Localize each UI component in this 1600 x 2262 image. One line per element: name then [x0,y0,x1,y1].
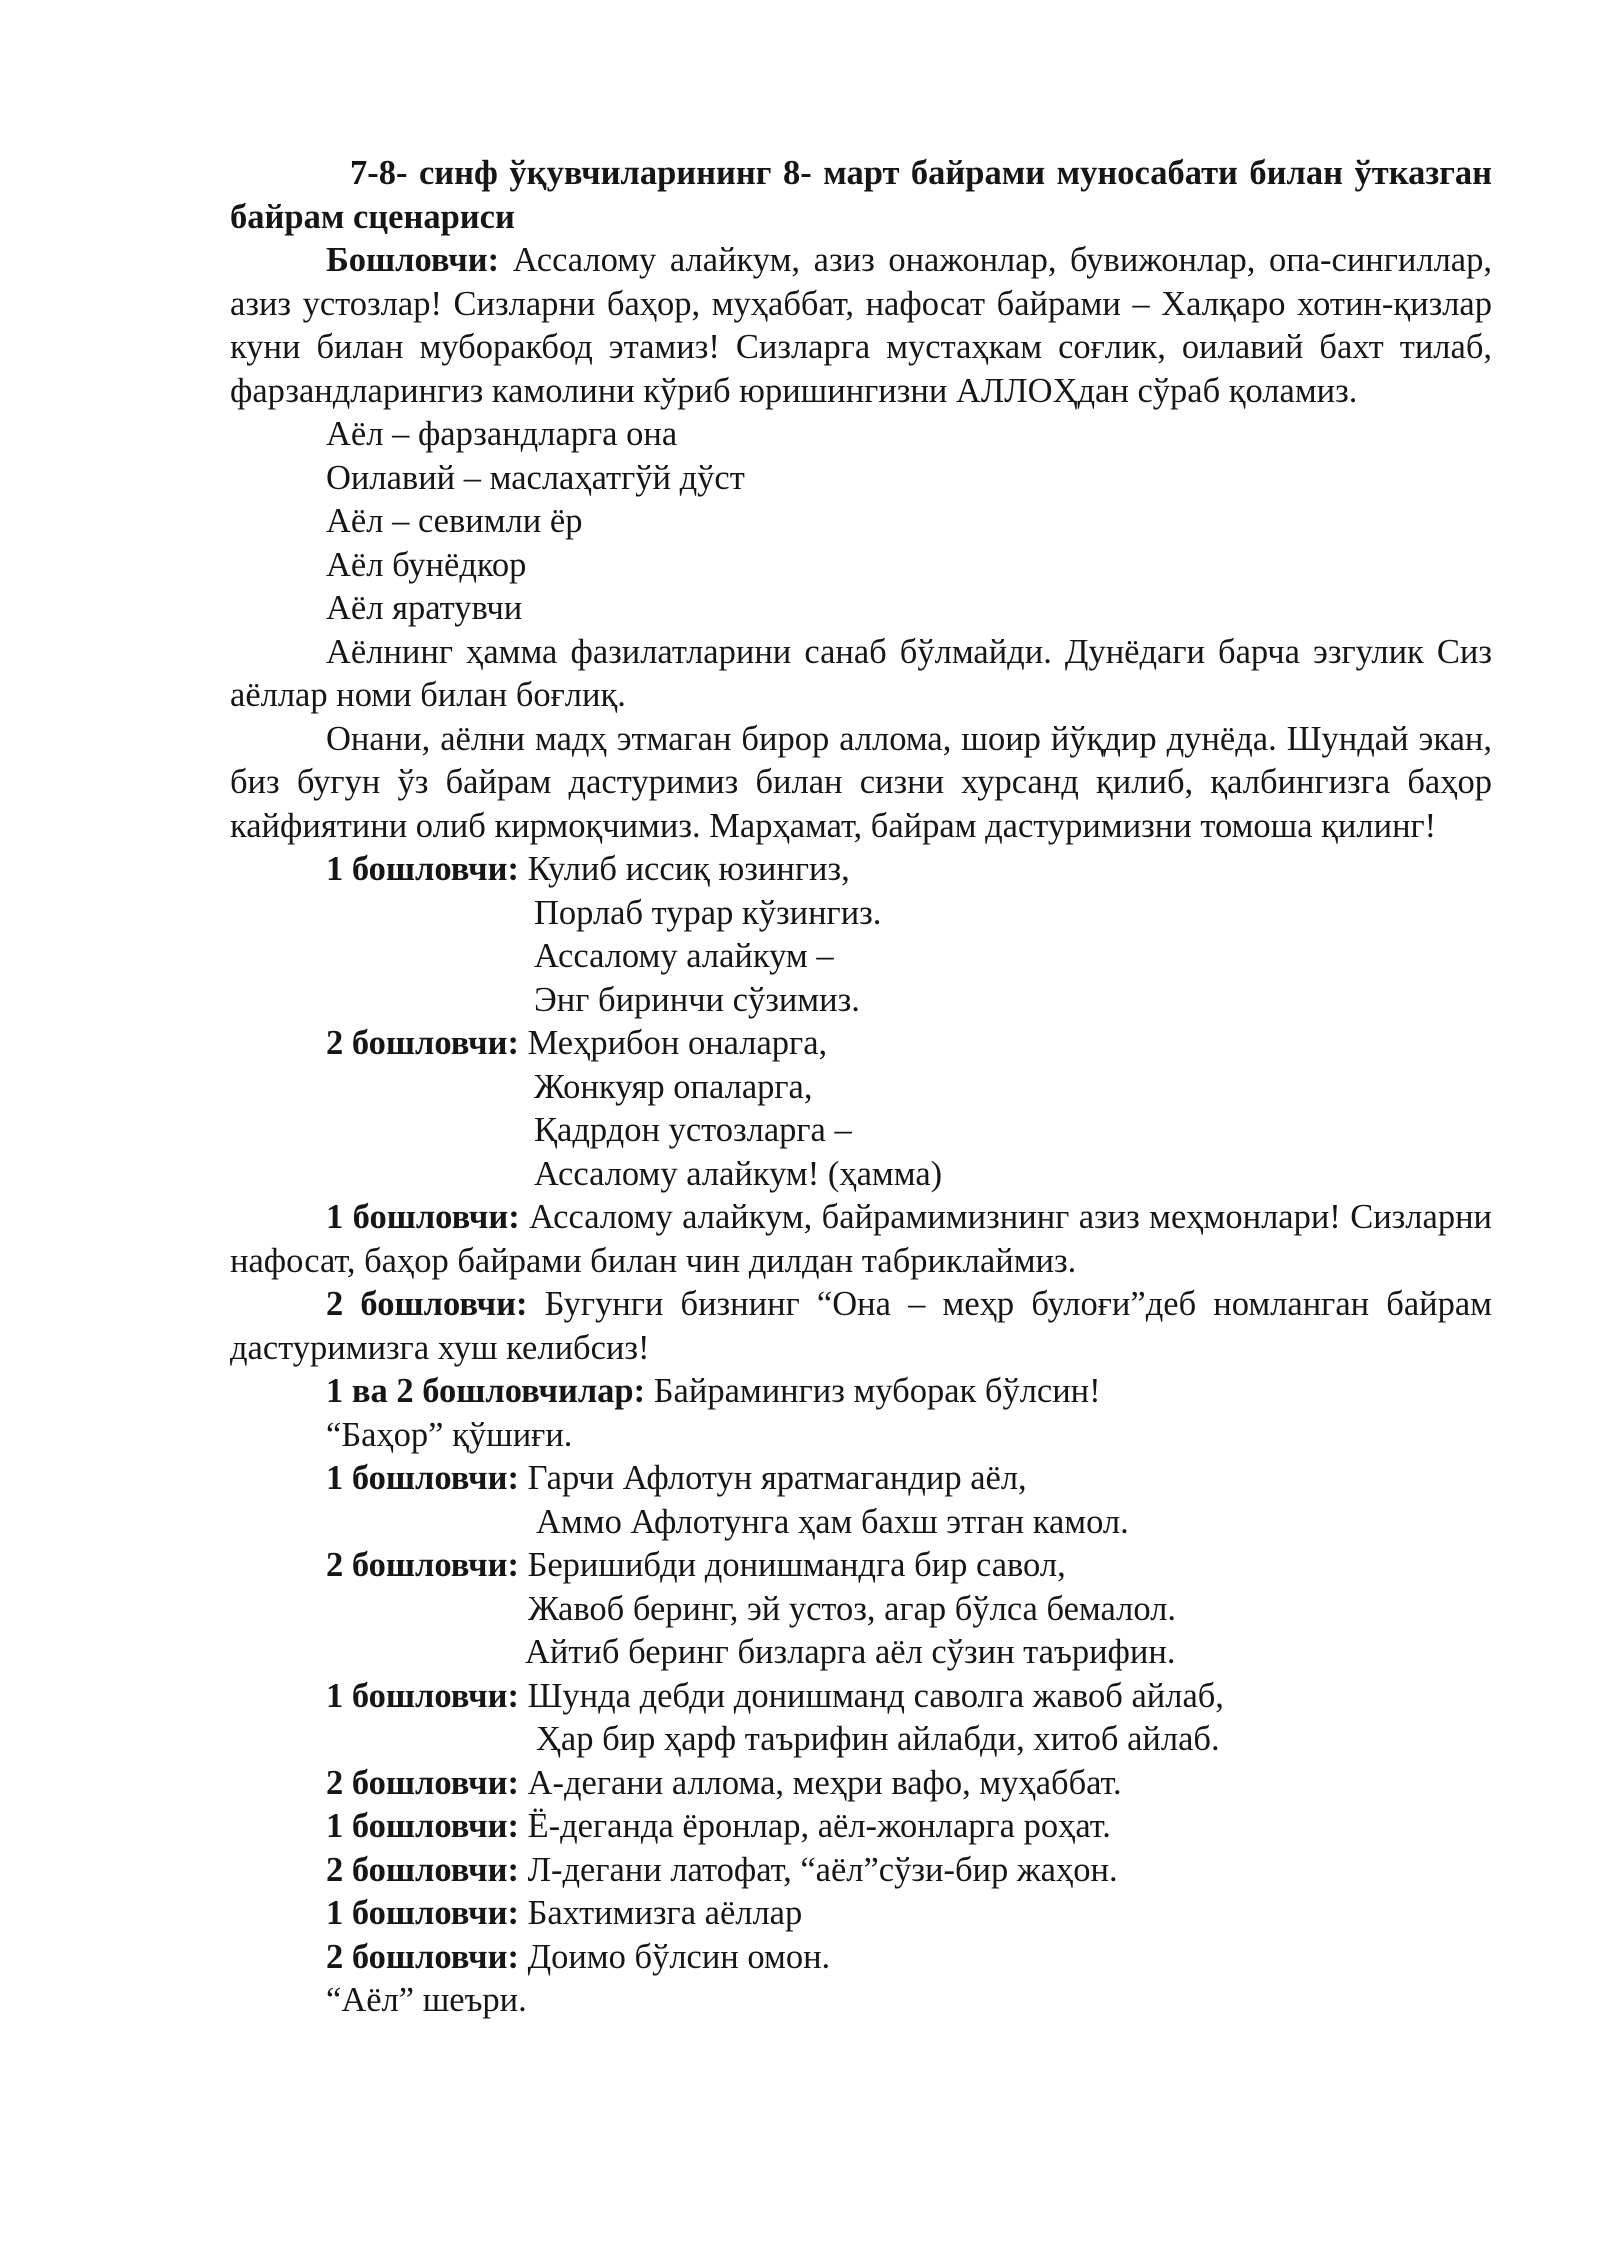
speaker-label: 1 бошловчи: [326,1807,519,1845]
verse-line: Қадрдон устозларга – [534,1111,852,1149]
speaker-label: Бошловчи: [326,241,500,279]
dialogue-paragraph [230,1196,1492,1283]
paragraph: Аёлнинг ҳамма фазилатларини санаб бўлмайди. Дунёдаги барча эзгулик Сиз аёллар номи билан боғлиқ. [230,632,1492,714]
speaker-label: 1 ва 2 бошловчилар: [326,1372,646,1410]
dialogue-line [230,1849,1492,1893]
line-text: Ё-деганда ёронлар, аёл-жонларга роҳат. [518,1807,1111,1845]
verse-line: Энг биринчи сўзимиз. [534,980,860,1019]
list-item: Аёл – фарзандларга она [326,415,678,453]
paragraph-text: Ассалому алайкум, азиз онажонлар, бувижонлар, опа-сингиллар, азиз устозлар! Сизларни баҳор, муҳаббат, нафосат байрами – Халқаро хотин-қизлар куни билан муборакбод этамиз! Сизларга мустаҳкам соғлик, оилавий бахт тилаб, фарзандларингиз камолини кўриб юришингизни АЛЛОҲдан сўраб қоламиз. [230,241,1492,410]
intro-paragraph [230,239,1492,413]
verse-text: Беришибди донишмандга бир савол, [518,1546,1066,1584]
paragraph: Онани, аёлни мадҳ этмаган бирор аллома, шоир йўқдир дунёда. Шундай экан, биз бугун ўз байрам дастуримиз билан сизни хурсанд қилиб, қалбингизга баҳор кайфиятини олиб кирмоқчимиз. Марҳамат, байрам дастуримизни томоша қилинг! [230,719,1492,845]
verse-text: Шунда дебди донишманд саволга жавоб айлаб, [518,1676,1224,1715]
list-item: Оилавий – маслаҳатгўй дўст [326,458,745,497]
verse-line [230,848,1492,892]
dialogue-line [230,1805,1492,1849]
verse-line [230,1022,1492,1066]
dialogue-line [230,1762,1492,1806]
speaker-label: 1 бошловчи: [326,1198,520,1236]
line-text: Байрамингиз муборак бўлсин! [645,1372,1101,1410]
song-title: “Баҳор” қўшиғи. [326,1415,573,1454]
poem-title: “Аёл” шеъри. [326,1981,527,2019]
dialogue-paragraph [230,1283,1492,1370]
speaker-label: 2 бошловчи: [326,1024,519,1062]
verse-line [230,1544,1492,1588]
speaker-label: 2 бошловчи: [326,1937,519,1976]
line-text: Доимо бўлсин омон. [518,1937,831,1976]
speaker-label: 2 бошловчи: [326,1850,519,1889]
list-item: Аёл яратувчи [326,589,523,627]
verse-line [230,1675,1492,1719]
verse-line: Жавоб беринг, эй устоз, агар бўлса бемалол. [528,1589,1176,1628]
verse-line: Ассалому алайкум – [534,937,834,975]
dialogue-line [230,1892,1492,1936]
line-text: А-дегани аллома, меҳри вафо, муҳаббат. [518,1763,1122,1802]
verse-text: Гарчи Афлотун яратмагандир аёл, [518,1459,1027,1497]
verse-text: Кулиб иссиқ юзингиз, [518,850,850,888]
verse-line: Айтиб беринг бизларга аёл сўзин таърифин. [525,1633,1176,1671]
line-text: Л-дегани латофат, “аёл”сўзи-бир жаҳон. [518,1850,1118,1889]
verse-line [230,1457,1492,1501]
speaker-label: 2 бошловчи: [326,1763,519,1802]
speaker-label: 1 бошловчи: [326,1676,519,1715]
paragraph-text: Бугунги бизнинг “Она – меҳр булоғи”деб номланган байрам дастуримизга хуш келибсиз! [230,1285,1493,1367]
speaker-label: 1 бошловчи: [326,1894,519,1932]
verse-text: Меҳрибон оналарга, [518,1024,828,1062]
list-item: Аёл – севимли ёр [326,502,583,540]
verse-line: Порлаб турар кўзингиз. [534,893,882,932]
paragraph-text: Ассалому алайкум, байрамимизнинг азиз меҳмонлари! Сизларни нафосат, баҳор байрами билан чин дилдан табриклаймиз. [230,1198,1493,1280]
verse-line: Ассалому алайкум! (ҳамма) [534,1154,943,1193]
line-text: Бахтимизга аёллар [518,1894,803,1932]
speaker-label: 1 бошловчи: [326,1459,519,1497]
dialogue-line [230,1370,1492,1414]
list-item: Аёл бунёдкор [326,545,527,584]
verse-line: Аммо Афлотунга ҳам бахш этган камол. [536,1502,1129,1541]
document-title: 7-8- синф ўқувчиларининг 8- март байрами муносабати билан ўтказган байрам сценариси [230,154,1492,236]
speaker-label: 2 бошловчи: [326,1285,528,1323]
speaker-label: 2 бошловчи: [326,1546,519,1584]
document-page [230,152,1492,2023]
speaker-label: 1 бошловчи: [326,850,519,888]
verse-line: Ҳар бир ҳарф таърифин айлабди, хитоб айлаб. [536,1720,1220,1758]
dialogue-line [230,1936,1492,1980]
verse-line: Жонкуяр опаларга, [534,1067,813,1106]
